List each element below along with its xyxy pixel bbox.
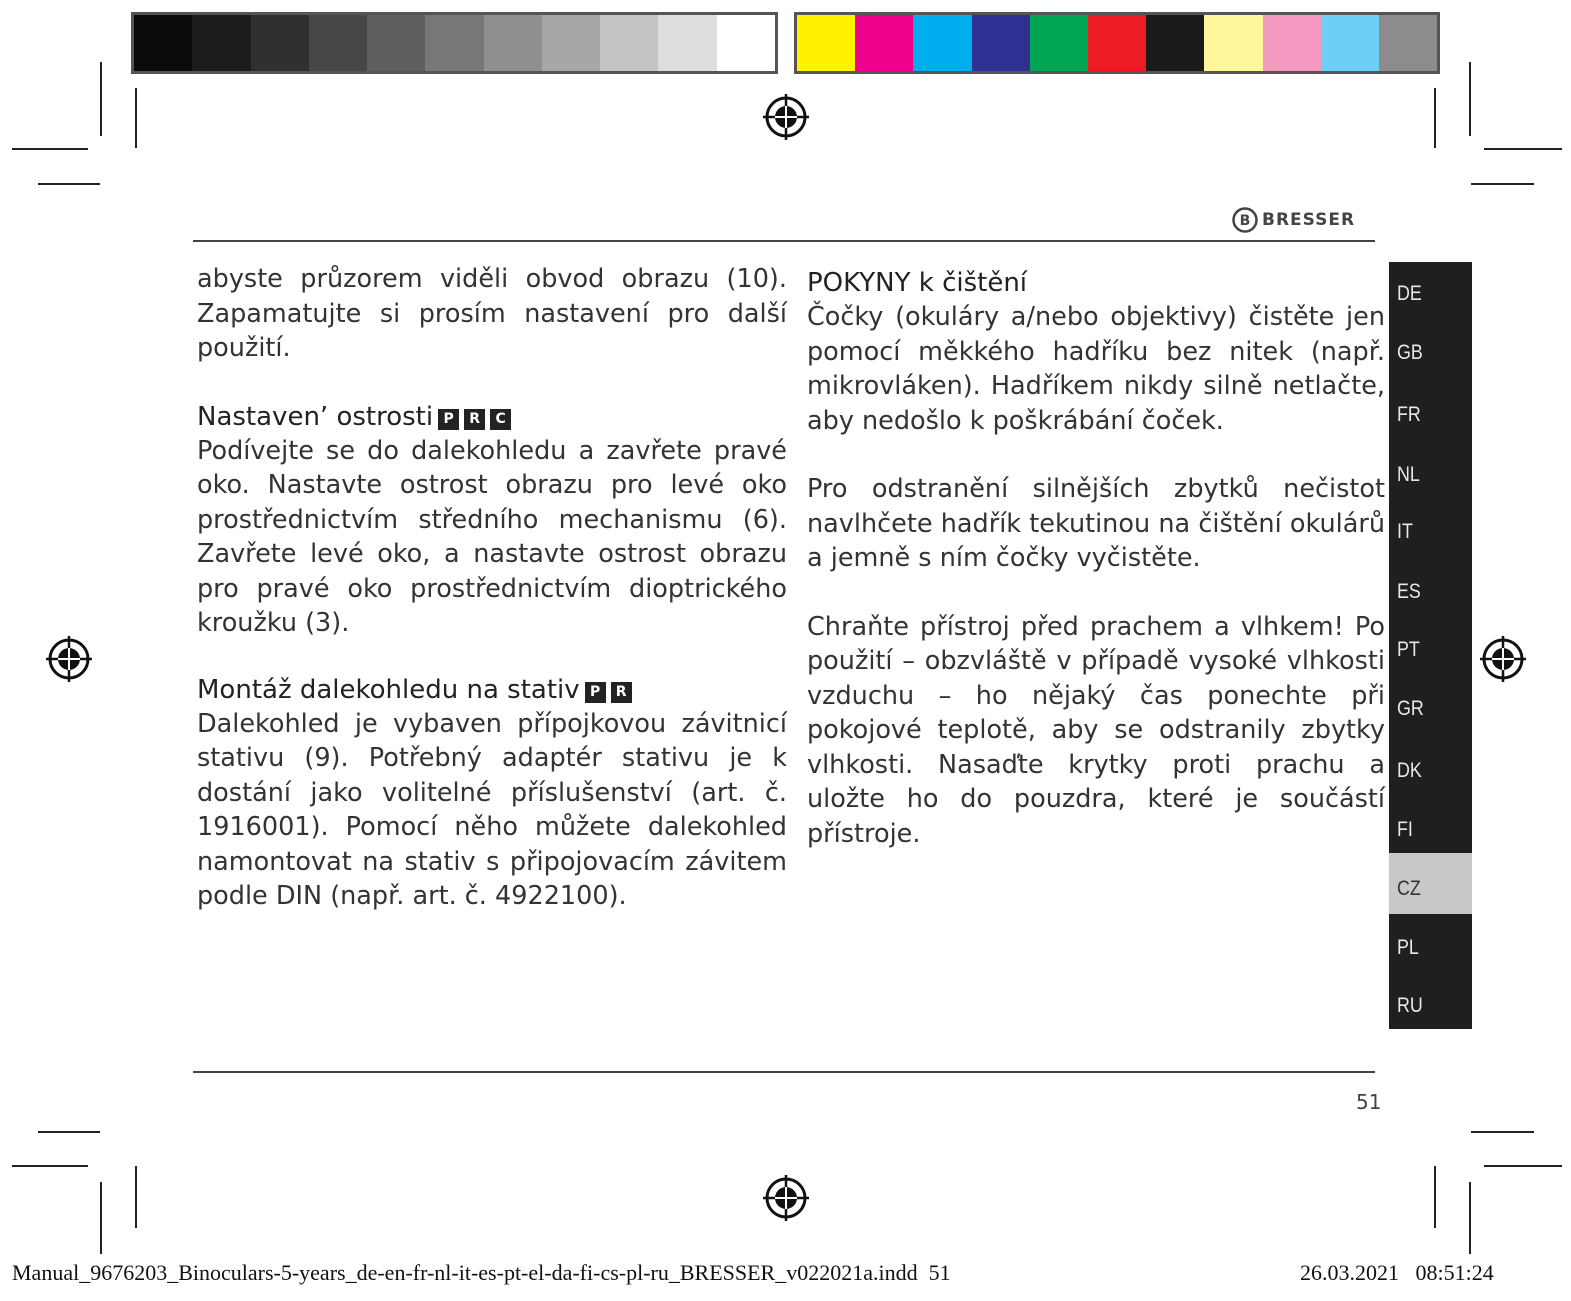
left-column	[197, 262, 787, 914]
slug-filename: Manual_9676203_Binoculars-5-years_de-en-fr-nl-it-es-pt-el-da-fi-cs-pl-ru_BRESSER_v022021a.indd	[12, 1260, 918, 1285]
language-tab-bar	[1389, 262, 1472, 1029]
tripod-paragraph: Dalekohled je vybaven přípojkovou závitnicí stativu (9). Potřebný adaptér stativu je k dostání jako volitelné příslušenství (art. č. 1916001). Pomocí něho můžete dalekohled namontovat na stativ s připojovacím závitem podle DIN (např. art. č. 4922100).	[197, 708, 787, 911]
color-swatch	[1146, 15, 1204, 71]
lang-tab-pl[interactable]: PL	[1397, 936, 1419, 959]
color-swatch	[717, 15, 775, 71]
color-swatch	[192, 15, 250, 71]
header-rule	[193, 240, 1375, 242]
color-swatch	[542, 15, 600, 71]
lang-tab-fr[interactable]: FR	[1397, 403, 1421, 426]
tripod-heading-text: Montáž dalekohledu na stativ	[197, 674, 580, 705]
lang-tab-pt[interactable]: PT	[1397, 638, 1420, 661]
crop-mark	[100, 1182, 102, 1254]
right-column	[807, 266, 1385, 851]
crop-mark	[1434, 1166, 1436, 1228]
print-slug-date	[1300, 1260, 1494, 1286]
color-swatch	[251, 15, 309, 71]
registration-mark-icon	[1478, 634, 1528, 684]
color-swatch	[1263, 15, 1321, 71]
intro-paragraph: abyste průzorem viděli obvod obrazu (10). Zapamatujte si prosím nastavení pro další použití.	[197, 264, 787, 363]
cleaning-heading: POKYNY k čištění	[807, 268, 1028, 298]
crop-mark	[1469, 62, 1471, 136]
color-swatch	[972, 15, 1030, 71]
color-swatch	[1030, 15, 1088, 71]
brand-name: BRESSER	[1262, 210, 1356, 230]
color-swatch	[658, 15, 716, 71]
focus-heading	[197, 400, 787, 434]
registration-mark-icon	[761, 92, 811, 142]
crop-mark	[12, 1165, 88, 1167]
crop-mark	[135, 1166, 137, 1228]
color-swatch	[1321, 15, 1379, 71]
lang-tab-gb[interactable]: GB	[1397, 341, 1423, 364]
lang-tab-ru[interactable]: RU	[1397, 994, 1423, 1017]
color-swatch	[367, 15, 425, 71]
lang-tab-dk[interactable]: DK	[1397, 759, 1422, 782]
registration-mark-icon	[44, 634, 94, 684]
lang-tab-gr[interactable]: GR	[1397, 697, 1424, 720]
cleaning-paragraph-1: Čočky (okuláry a/nebo objektivy) čistěte jen pomocí měkkého hadříku bez nitek (např. mikrovláken). Hadříkem nikdy silně netlačte, aby nedošlo k poškrábání čoček.	[807, 302, 1385, 436]
crop-mark	[1469, 1182, 1471, 1254]
lang-tab-fi[interactable]: FI	[1397, 818, 1413, 841]
brand-logo	[1232, 205, 1355, 235]
color-swatch	[600, 15, 658, 71]
color-swatch	[484, 15, 542, 71]
crop-mark	[1484, 1165, 1562, 1167]
print-slug-file	[12, 1260, 951, 1286]
focus-heading-text: Nastaven’ ostrosti	[197, 401, 434, 432]
color-swatch	[1379, 15, 1437, 71]
registration-mark-icon	[761, 1173, 811, 1223]
crop-mark	[1471, 183, 1534, 185]
badge-r: R	[611, 682, 632, 703]
badge-p: P	[438, 409, 459, 430]
color-swatch	[134, 15, 192, 71]
focus-paragraph: Podívejte se do dalekohledu a zavřete pravé oko. Nastavte ostrost obrazu pro levé oko prostřednictvím středního mechanismu (6). Zavřete levé oko, a nastavte ostrost obrazu pro pravé oko prostřednictvím dioptrického kroužku (3).	[197, 435, 787, 638]
crop-mark	[1471, 1131, 1534, 1133]
color-swatch	[425, 15, 483, 71]
crop-mark	[100, 62, 102, 136]
color-swatch	[1088, 15, 1146, 71]
crop-mark	[135, 88, 137, 148]
slug-page: 51	[928, 1260, 951, 1285]
lang-tab-nl[interactable]: NL	[1397, 463, 1420, 486]
crop-mark	[38, 183, 100, 185]
lang-tab-it[interactable]: IT	[1397, 520, 1413, 543]
badge-c: C	[490, 409, 511, 430]
footer-rule	[193, 1071, 1375, 1073]
slug-date: 26.03.2021	[1300, 1260, 1399, 1285]
crop-mark	[12, 148, 88, 150]
cleaning-paragraph-3: Chraňte přístroj před prachem a vlhkem! Po použití – obzvláště v případě vysoké vlhkosti vzduchu – ho nějaký čas ponechte při pokojové teplotě, aby se odstranily zbytky vlhkosti. Nasaďte krytky proti prachu a uložte ho do pouzdra, které je součástí přístroje.	[807, 611, 1385, 849]
color-swatch	[1204, 15, 1262, 71]
cleaning-paragraph-2: Pro odstranění silnějších zbytků nečistot navlhčete hadřík tekutinou na čištění okulárů a jemně s ním čočky vyčistěte.	[807, 474, 1385, 573]
color-swatch	[913, 15, 971, 71]
svg-text:B: B	[1239, 213, 1251, 229]
grayscale-color-bar	[131, 12, 778, 74]
lang-tab-cz[interactable]: CZ	[1397, 877, 1421, 900]
page-number: 51	[1356, 1090, 1382, 1114]
badge-r: R	[464, 409, 485, 430]
crop-mark	[1434, 88, 1436, 148]
crop-mark	[1484, 148, 1562, 150]
color-swatch	[797, 15, 855, 71]
color-swatch	[309, 15, 367, 71]
slug-time: 08:51:24	[1415, 1260, 1494, 1285]
process-color-bar	[794, 12, 1440, 74]
badge-p: P	[585, 682, 606, 703]
lang-tab-es[interactable]: ES	[1397, 580, 1421, 603]
tripod-heading	[197, 673, 787, 707]
bresser-logo-icon	[1232, 207, 1258, 233]
color-swatch	[855, 15, 913, 71]
crop-mark	[38, 1131, 100, 1133]
lang-tab-de[interactable]: DE	[1397, 282, 1422, 305]
